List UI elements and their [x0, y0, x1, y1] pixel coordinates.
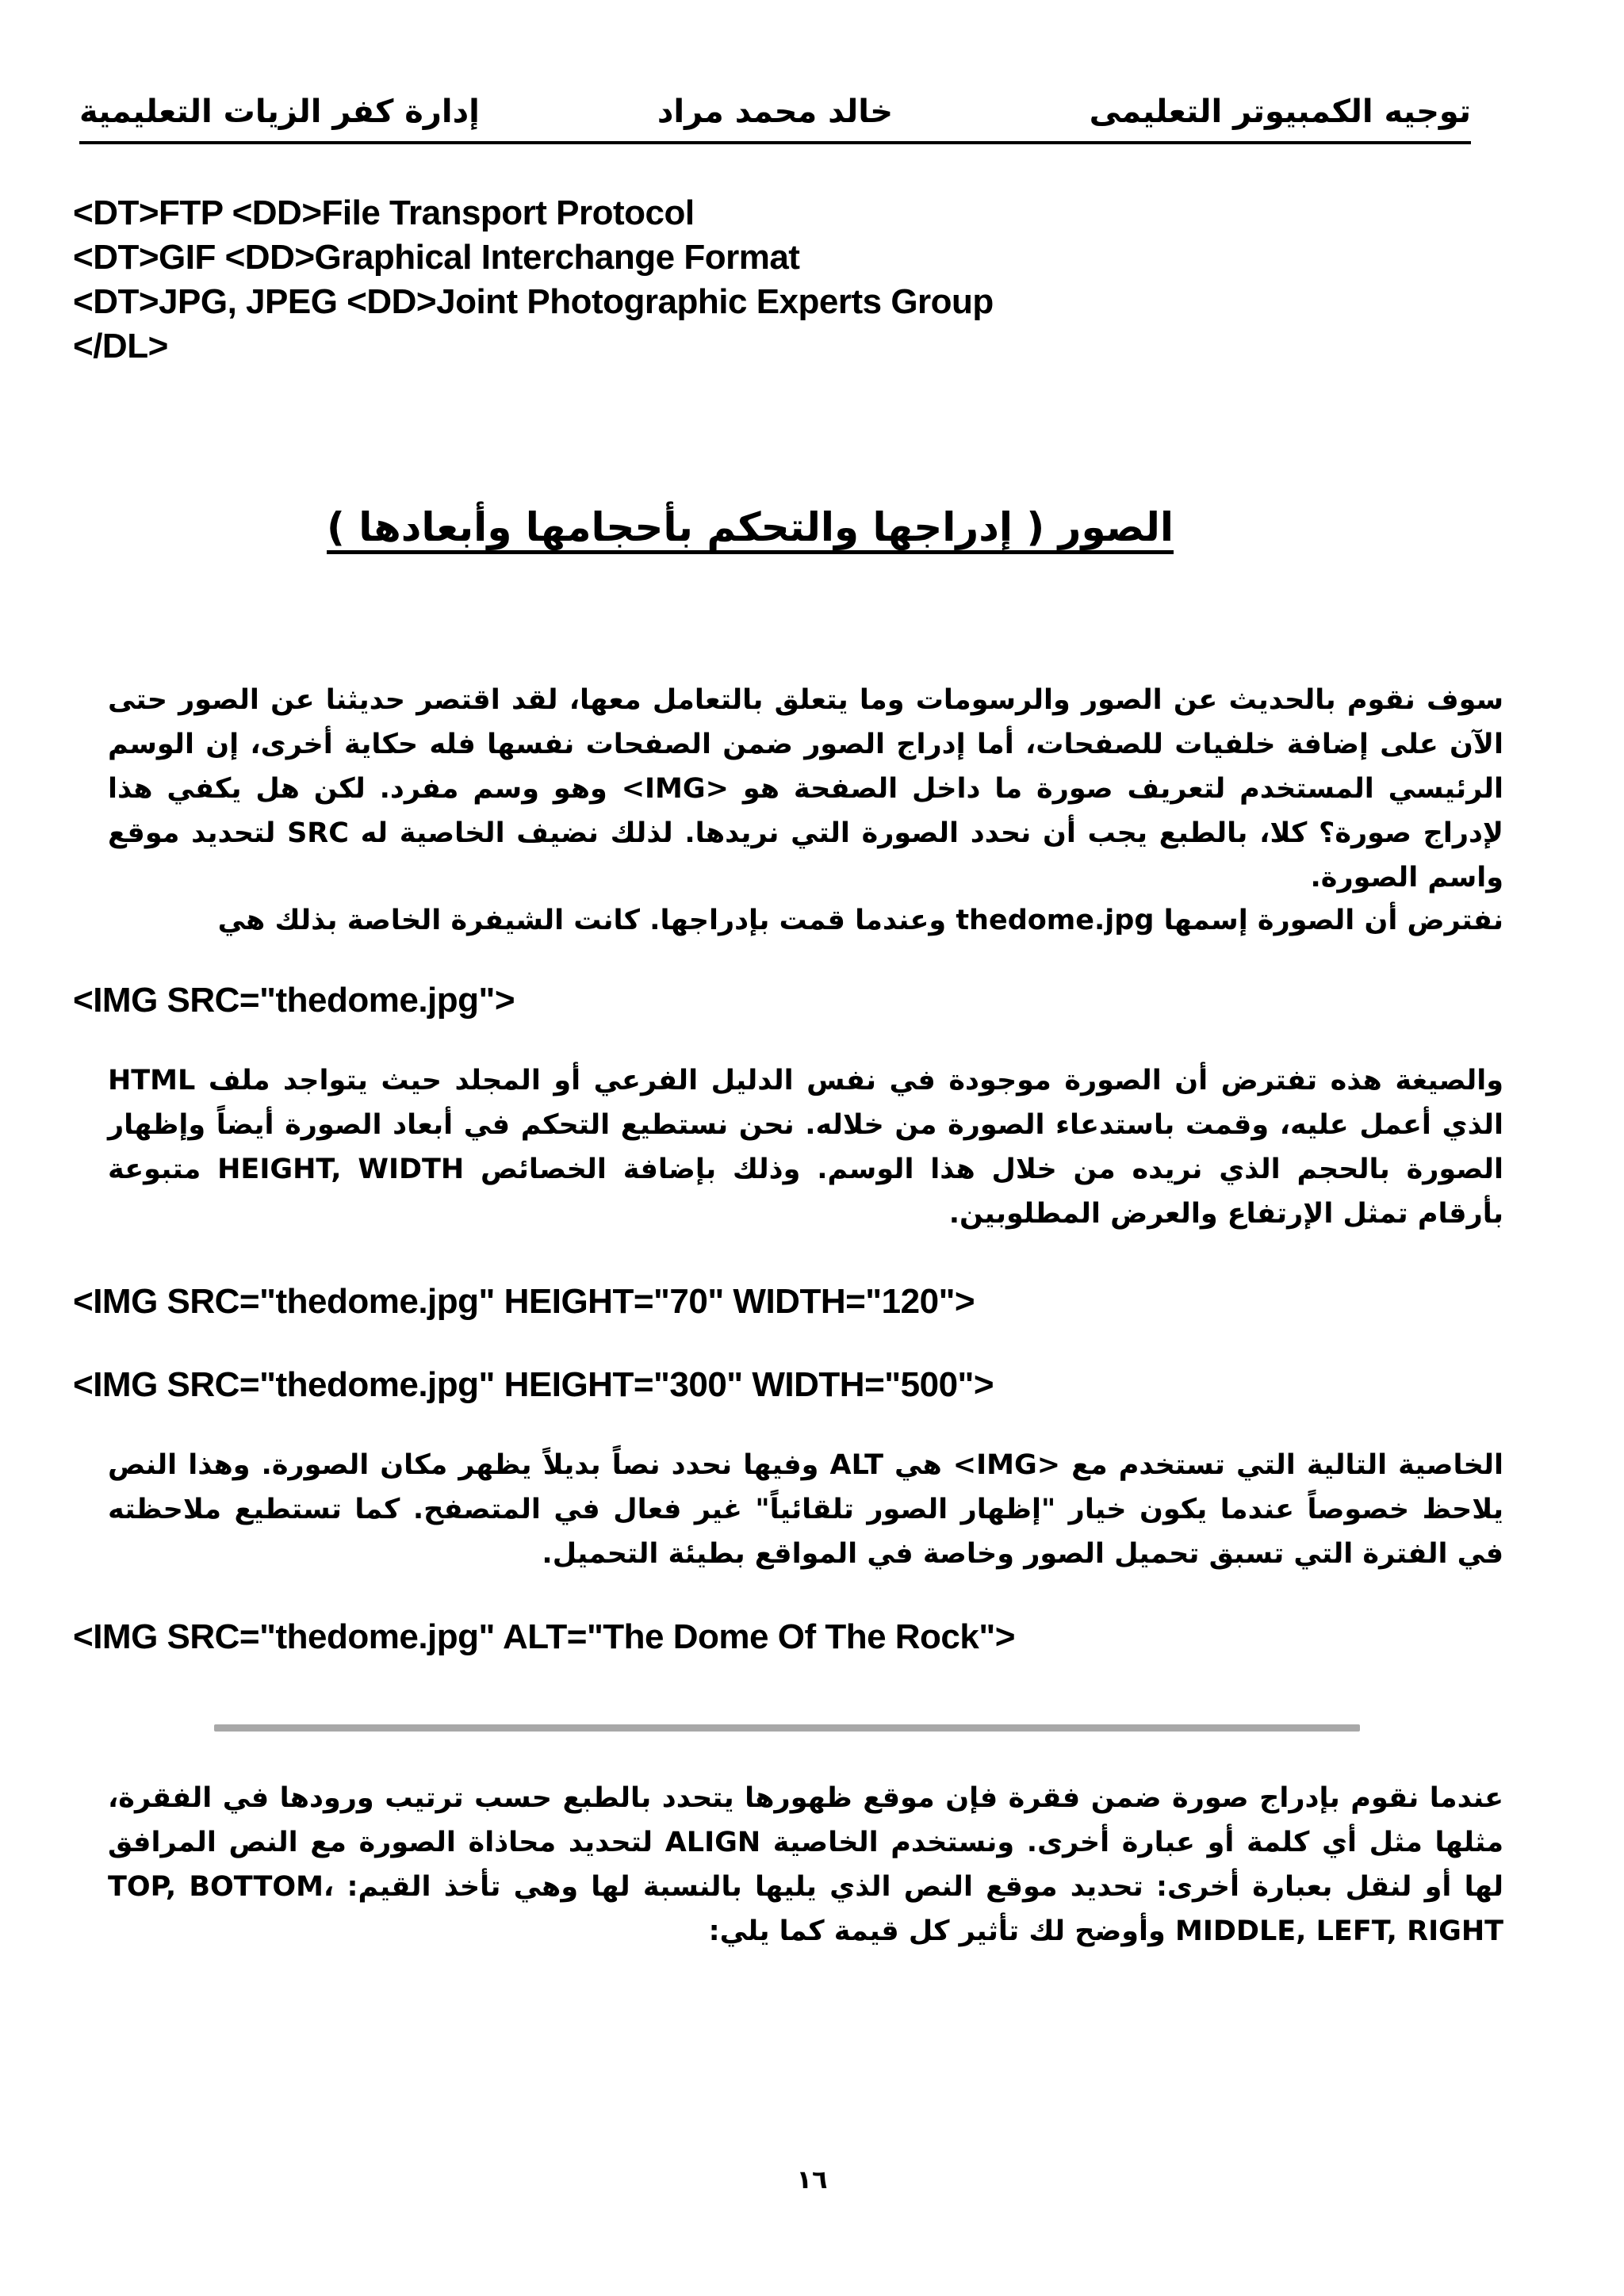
separator-line: [214, 1724, 1360, 1732]
page-header: [79, 94, 1471, 143]
paragraph-filename: نفترض أن الصورة إسمها thedome.jpg وعندما قمت بإدراجها. كانت الشيفرة الخاصة بذلك هي: [217, 905, 1503, 936]
header-center-text: خالد محمد مراد: [657, 94, 894, 130]
header-left-text: إدارة كفر الزيات التعليمية: [79, 94, 480, 130]
code-line-jpg: <DT>JPG, JPEG <DD>Joint Photographic Experts Group: [73, 282, 994, 321]
paragraph-alt: الخاصية التالية التي تستخدم مع <IMG> هي ALT وفيها نحدد نصاً بديلاً يظهر مكان الصورة. وهذا النص يلاحظ خصوصاً عندما يكون خيار "إظهار الصور تلقائياً" غير فعال في المتصفح. كما تستطيع ملاحظته في الفترة التي تسبق تحميل الصور وخاصة في المواقع بطيئة التحميل.: [108, 1449, 1504, 1570]
code-line-ftp: <DT>FTP <DD>File Transport Protocol: [73, 193, 695, 232]
page-number: ١٦: [796, 2164, 828, 2195]
code-line-dl-close: </DL>: [73, 327, 168, 365]
paragraph-align: عندما نقوم بإدراج صورة ضمن فقرة فإن موقع ظهورها يتحدد بالطبع حسب ترتيب ورودها في الفقرة، مثلها مثل أي كلمة أو عبارة أخرى. ونستخدم الخاصية ALIGN لتحديد محاذاة الصورة مع النص المرافق لها أو لنقل بعبارة أخرى: تحديد موقع النص الذي يليها بالنسبة لها وهي تأخذ القيم: TOP, BOTTOM، MIDDLE, LEFT, RIGHT وأوضح لك تأثير كل قيمة كما يلي:: [108, 1782, 1504, 1947]
header-rule: [79, 141, 1471, 144]
code-line-img-70x120: <IMG SRC="thedome.jpg" HEIGHT="70" WIDTH="120">: [73, 1282, 975, 1321]
header-right-text: توجيه الكمبيوتر التعليمى: [1089, 94, 1471, 130]
code-line-img-alt: <IMG SRC="thedome.jpg" ALT="The Dome Of The Rock">: [73, 1617, 1015, 1656]
paragraph-intro: سوف نقوم بالحديث عن الصور والرسومات وما يتعلق بالتعامل معها، لقد اقتصر حديثنا عن الصور حتى الآن على إضافة خلفيات للصفحات، أما إدراج الصور ضمن الصفحات نفسها فله حكاية أخرى، إن الوسم الرئيسي المستخدم لتعريف صورة ما داخل الصفحة هو <IMG> وهو وسم مفرد. لكن هل يكفي هذا لإدراج صورة؟ كلا، بالطبع يجب أن نحدد الصورة التي نريدها. لذلك نضيف الخاصية له SRC لتحديد موقع واسم الصورة.: [108, 684, 1504, 894]
paragraph-dimensions: والصيغة هذه تفترض أن الصورة موجودة في نفس الدليل الفرعي أو المجلد حيث يتواجد ملف HTML الذي أعمل عليه، وقمت باستدعاء الصورة من خلاله. نحن نستطيع التحكم في أبعاد الصورة أيضاً وإظهار الصورة بالحجم الذي نريده من خلال هذا الوسم. وذلك بإضافة الخصائص HEIGHT, WIDTH متبوعة بأرقام تمثل الإرتفاع والعرض المطلوبين.: [108, 1065, 1503, 1230]
section-title: الصور ( إدراجها والتحكم بأحجامها وأبعادها ): [327, 504, 1174, 550]
code-line-img-src: <IMG SRC="thedome.jpg">: [73, 981, 515, 1020]
code-line-gif: <DT>GIF <DD>Graphical Interchange Format: [73, 238, 800, 277]
code-line-img-300x500: <IMG SRC="thedome.jpg" HEIGHT="300" WIDTH="500">: [73, 1365, 994, 1404]
